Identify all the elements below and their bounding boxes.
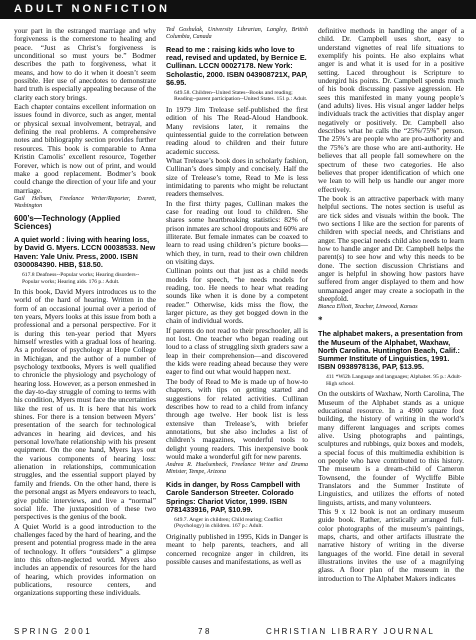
review-paragraph: The body of Read to Me is made up of how-to chapters, with tips on getting started and suggestions for related activities. Cullinan describes how to read to a child from infancy through age twelve. Her book list is less extensive than Trelease’s, with briefer annotations, but she also includes a list of children’s magazines, wonderful tools to delight young readers. This inexpensive book would make a wonderful gift for new parents.: [166, 376, 308, 461]
column-1: [14, 27, 156, 599]
review-paragraph: In the first thirty pages, Cullinan makes the case for reading out loud to children. She shares some heartbreaking statistics: 82% of prison inmates are school dropouts and 60% are illiterate. But female inmates can be coaxed to learn to read using children’s picture books—which they, in turn, read to their own children on visiting days.: [166, 198, 308, 267]
book-cataloging: 649.58. Children--United States--Books and reading; Reading--parent participation--United States. 151 p.: Adult.: [174, 90, 308, 103]
review-paragraph: What Trelease’s book does in scholarly fashion, Cullinan’s does simply and concisely. Half the size of Trelease’s tome, Read to Me is less intimidating to parents who might be reluctant readers themselves.: [166, 155, 308, 199]
review-paragraph: your part in the estranged marriage and why forgiveness is the cornerstone to healing and peace. “Just as Christ’s forgiveness is unconditional so must yours be.” Bodmer describes the path to forgiveness, what it means, and how to do it when it doesn’t seem possible. Her use of anecdotes to demonstrate hard truth is especially appealing because of the clarity each story brings.: [14, 26, 156, 102]
review-paragraph: Originally published in 1995, Kids in Danger is meant to help parents, teachers, and all concerned recognize anger in children, its possible causes and manifestations, as well as: [166, 531, 308, 566]
reviewer-signature: Ted Goshulak, University Librarian, Langley, British Columbia, Canada: [166, 27, 308, 40]
category-heading: 600’s—Technology (Applied Sciences): [14, 213, 121, 232]
page-footer: [0, 624, 476, 640]
review-paragraph: The book is an attractive paperback with many helpful sections. The notes section is useful as are tick sides and visuals within the book. The two sections I like are the section for parents of children with special needs, and Christians and anger. The special needs child also needs to learn how to handle anger and Dr. Campbell helps the parent(s) to see how and why this needs to be done. The section discussion Christians and anger is helpful in showing how pastors have suffered from anger displayed to them and how unmanaged anger may create a sociopath in the sheepfold.: [318, 193, 464, 303]
section-title: ADULT NONFICTION: [14, 3, 170, 15]
book-cataloging: 411 *Wi2h Language and languages; Alphabet. 95 p.: Adult-High school.: [326, 374, 462, 387]
reviewer-signature: Andrea R. Huelsenbeck, Freelance Writer and Drama Minister, Tempe, Arizona: [166, 462, 308, 476]
review-paragraph: definitive methods in handling the anger of a child. Dr. Campbell uses short, easy to understand vignettes of real life situations to exemplify his points. He also explains what anger is and what it is used for in a positive setting. Laced throughout is Scripture to undergird his points. Dr. Campbell spends much of his book discussing passive aggression. He sees this manifested in many young people’s (and adults) lives. His visual anger ladder helps individuals track the activities that display anger negatively or positively. Dr. Campbell also describes what he calls the “25%/75%” person. The 25%’s are people who are pro-authority and the 75%’s are those who are anti-authority. He believes that all people fall somewhere on the spectrum of these two categories. He also believes that proper identification of which one we lean to will help us handle our anger more effectively.: [318, 26, 464, 194]
column-3: [318, 27, 464, 584]
star-rating-mark: *: [318, 315, 323, 326]
review-paragraph: Cullinan points out that just as a child needs models for speech, “he needs models for reading, too. He needs to hear what reading sounds like when it is done by a competent reader.” Otherwise, kids miss the flow, the larger picture, as they get bogged down in the chain of individual words.: [166, 266, 308, 326]
column-2: [166, 27, 308, 567]
reviewer-signature: Gail Helbum, Freelance Writer/Reporter, Everett, Washington: [14, 195, 156, 209]
book-entry-heading: Read to me : raising kids who love to read, revised and updated, by Bernice E. Cullinan. LCCN 00027178. New York: Scholastic, 2000. ISBN 043908721X, PAP, $6.95.: [166, 45, 308, 87]
page-number: 78: [198, 627, 212, 636]
review-paragraph: In 1979 Jim Trelease self-published the first edition of his The Read-Aloud Handbook. Many revisions later, it remains the quintessential guide to the correlation between reading aloud to children and their future academic success.: [166, 104, 308, 156]
book-entry-heading: The alphabet makers, a presentation from the Museum of the Alphabet, Waxhaw, North Carolina. Huntington Beach, Calif.: Summer Institute of Linguistics, 1991. ISBN 0938978136, PAP, $13.95.: [318, 329, 463, 372]
issue-label: SPRING 2001: [14, 627, 93, 636]
review-paragraph: Each chapter contains excellent information on issues found in divorce, such as anger, mental or physical sexual involvement, betrayal, and defining the real problems. A comprehensive notes and bibliography section provides further resources. This book is comparable to Anna Kristin Camolis’ excellent resource, Together Forever, which is now out of print, and would make a good replacement. Bodmer’s book could change the direction of your life and your marriage.: [14, 102, 156, 195]
reviewer-signature: Bianca Elliott, Teacher, Linwood, Kansas: [318, 304, 418, 311]
review-paragraph: In this book, David Myers introduces us to the world of the hard of hearing. Written in the form of an occasional journal over a period of ten years, Myers looks at this issue from both a professional and a personal perspective. For it is during this ten-year period that Myers himself wrestles with a gradual loss of hearing. As a professor of psychology at Hope College in Michigan, and the author of a number of psychology textbooks, Myers is well qualified to chronicle the physiology and psychology of hearing loss. However, as a person enmeshed in the day-to-day struggle of coming to terms with his condition, Myers must face the uncertainties like the rest of us. It is here that his work shines. For there is a tension between Myers’ presentation of the search for technological advances in hearing aid devices, and his personal love/hate relationship with his present equipment. On the one hand, Myers lays out the various components of hearing loss: alienation in relationships, communication struggles, and the essential support played by family and friends. On the other hand, there is the personal angst as Myers endeavors to teach, give public interviews, and live a “normal” social life. The juxtaposition of these two perspectives is the genius of the book.: [14, 286, 156, 522]
review-paragraph: A Quiet World is a good introduction to the challenges faced by the hard of hearing, and the present and potential progress made in the area of technology. It offers “outsiders” a glimpse into this often-neglected world. Myers also includes an appendix of resources for the hard of hearing, which provides information on publications, resource centers, and organizations supporting these individuals.: [14, 521, 156, 598]
book-cataloging: 649.7. Anger in children; Child rearing; Conflict (Psychology) in children. 167 p.: Adult.: [174, 517, 283, 530]
review-paragraph: On the outskirts of Waxhaw, North Carolina, The Museum of the Alphabet stands as a unique educational resource. In a 4900 square foot building, the history of writing in the world’s many different languages and scripts comes alive. Using photographs and paintings, sculptures and rubbings, quiz boxes and models, a special focus of this multimedia exhibition is on people who have contributed to this history. The museum is a dream-child of Cameron Townsend, the founder of Wycliffe Bible Translators and the Summer Institute of Linguistics, and utilizes the efforts of noted linguists, artists, and many volunteers.: [318, 389, 464, 507]
book-cataloging: 617.8 Deafness--Popular works; Hearing disorders--Popular works; Hearing aids. 176 p.: Adult.: [22, 272, 140, 285]
journal-name: CHRISTIAN LIBRARY JOURNAL: [266, 627, 435, 636]
review-paragraph: This 9 x 12 book is not an ordinary museum guide book. Rather, artistically arranged full-color photographs of the museum’s paintings, maps, charts, and other artifacts illustrate the narrative history of writing in the diverse languages of the world. Fine detail in several illustrations invites the use of a magnifying glass. A floor plan of the museum in the introduction to The Alphabet Makers indicates: [318, 506, 464, 583]
section-header-bar: [0, 0, 476, 19]
book-entry-heading: A quiet world : living with hearing loss, by David G. Myers. LCCN 00038533. New Haven: Yale Univ. Press, 2000. ISBN 0300084390. HBB, $18.50.: [14, 235, 156, 269]
book-entry-heading: Kids in danger, by Ross Campbell with Carole Sanderson Streeter. Colorado Springs: Chariot Victor, 1999. ISBN 0781433916, PAP, $10.99.: [166, 480, 301, 514]
review-paragraph: If parents do not read to their preschooler, all is not lost. One teacher who began reading out loud to a class of struggling sixth graders saw a leap in their comprehension—and discovered the kids were reading ahead because they were eager to find out what would happen next.: [166, 325, 308, 377]
